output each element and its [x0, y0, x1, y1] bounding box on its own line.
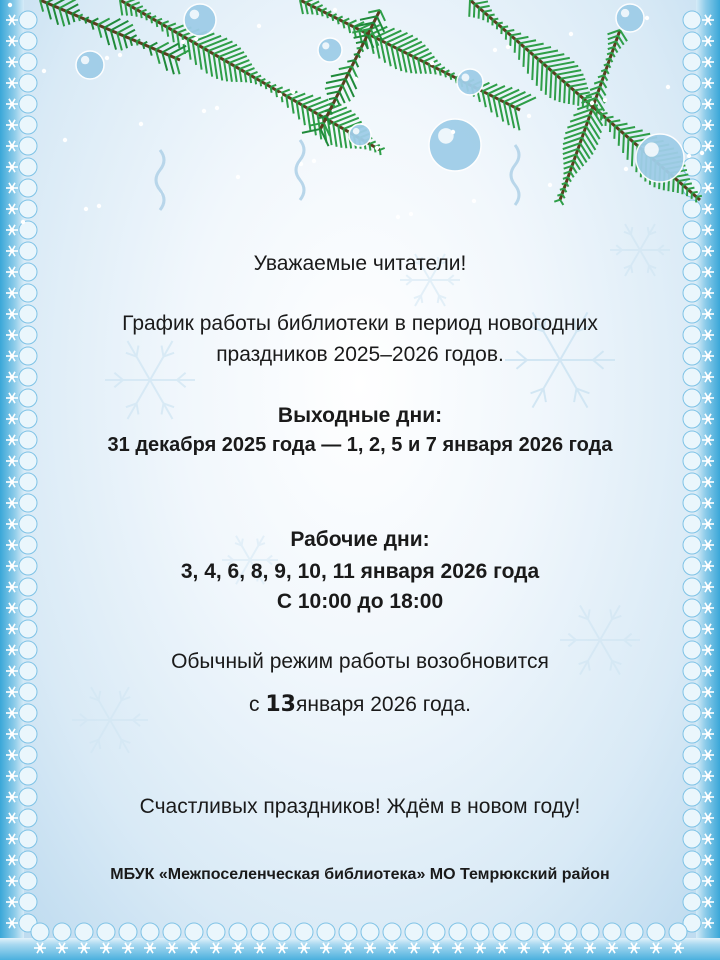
resume-line-2 — [40, 692, 680, 717]
workdays-dates: 3, 4, 6, 8, 9, 10, 11 января 2026 года — [180, 560, 540, 583]
intro-line-1: График работы библиотеки в период новогодних — [122, 312, 598, 335]
fir-branches-decoration — [0, 0, 720, 240]
holidays-dates: 31 декабря 2025 года — 1, 2, 5 и 7 января 2026 года — [107, 434, 613, 456]
resume-day: 13 — [265, 692, 296, 717]
resume-line-1: Обычный режим работы возобновится — [171, 650, 549, 673]
holidays-heading: Выходные дни: — [277, 404, 443, 427]
wishes: Счастливых праздников! Ждём в новом году! — [139, 795, 581, 818]
footer-organization: МБУК «Межпоселенческая библиотека» МО Темрюкский район — [110, 866, 610, 883]
resume-suffix: января 2026 года. — [296, 693, 471, 716]
workdays-hours: С 10:00 до 18:00 — [276, 590, 444, 613]
resume-prefix: с — [249, 693, 260, 716]
bottom-frame-border — [0, 938, 720, 960]
workdays-heading: Рабочие дни: — [290, 528, 430, 551]
greeting: Уважаемые читатели! — [253, 252, 467, 275]
intro-line-2: праздников 2025–2026 годов. — [216, 343, 504, 366]
